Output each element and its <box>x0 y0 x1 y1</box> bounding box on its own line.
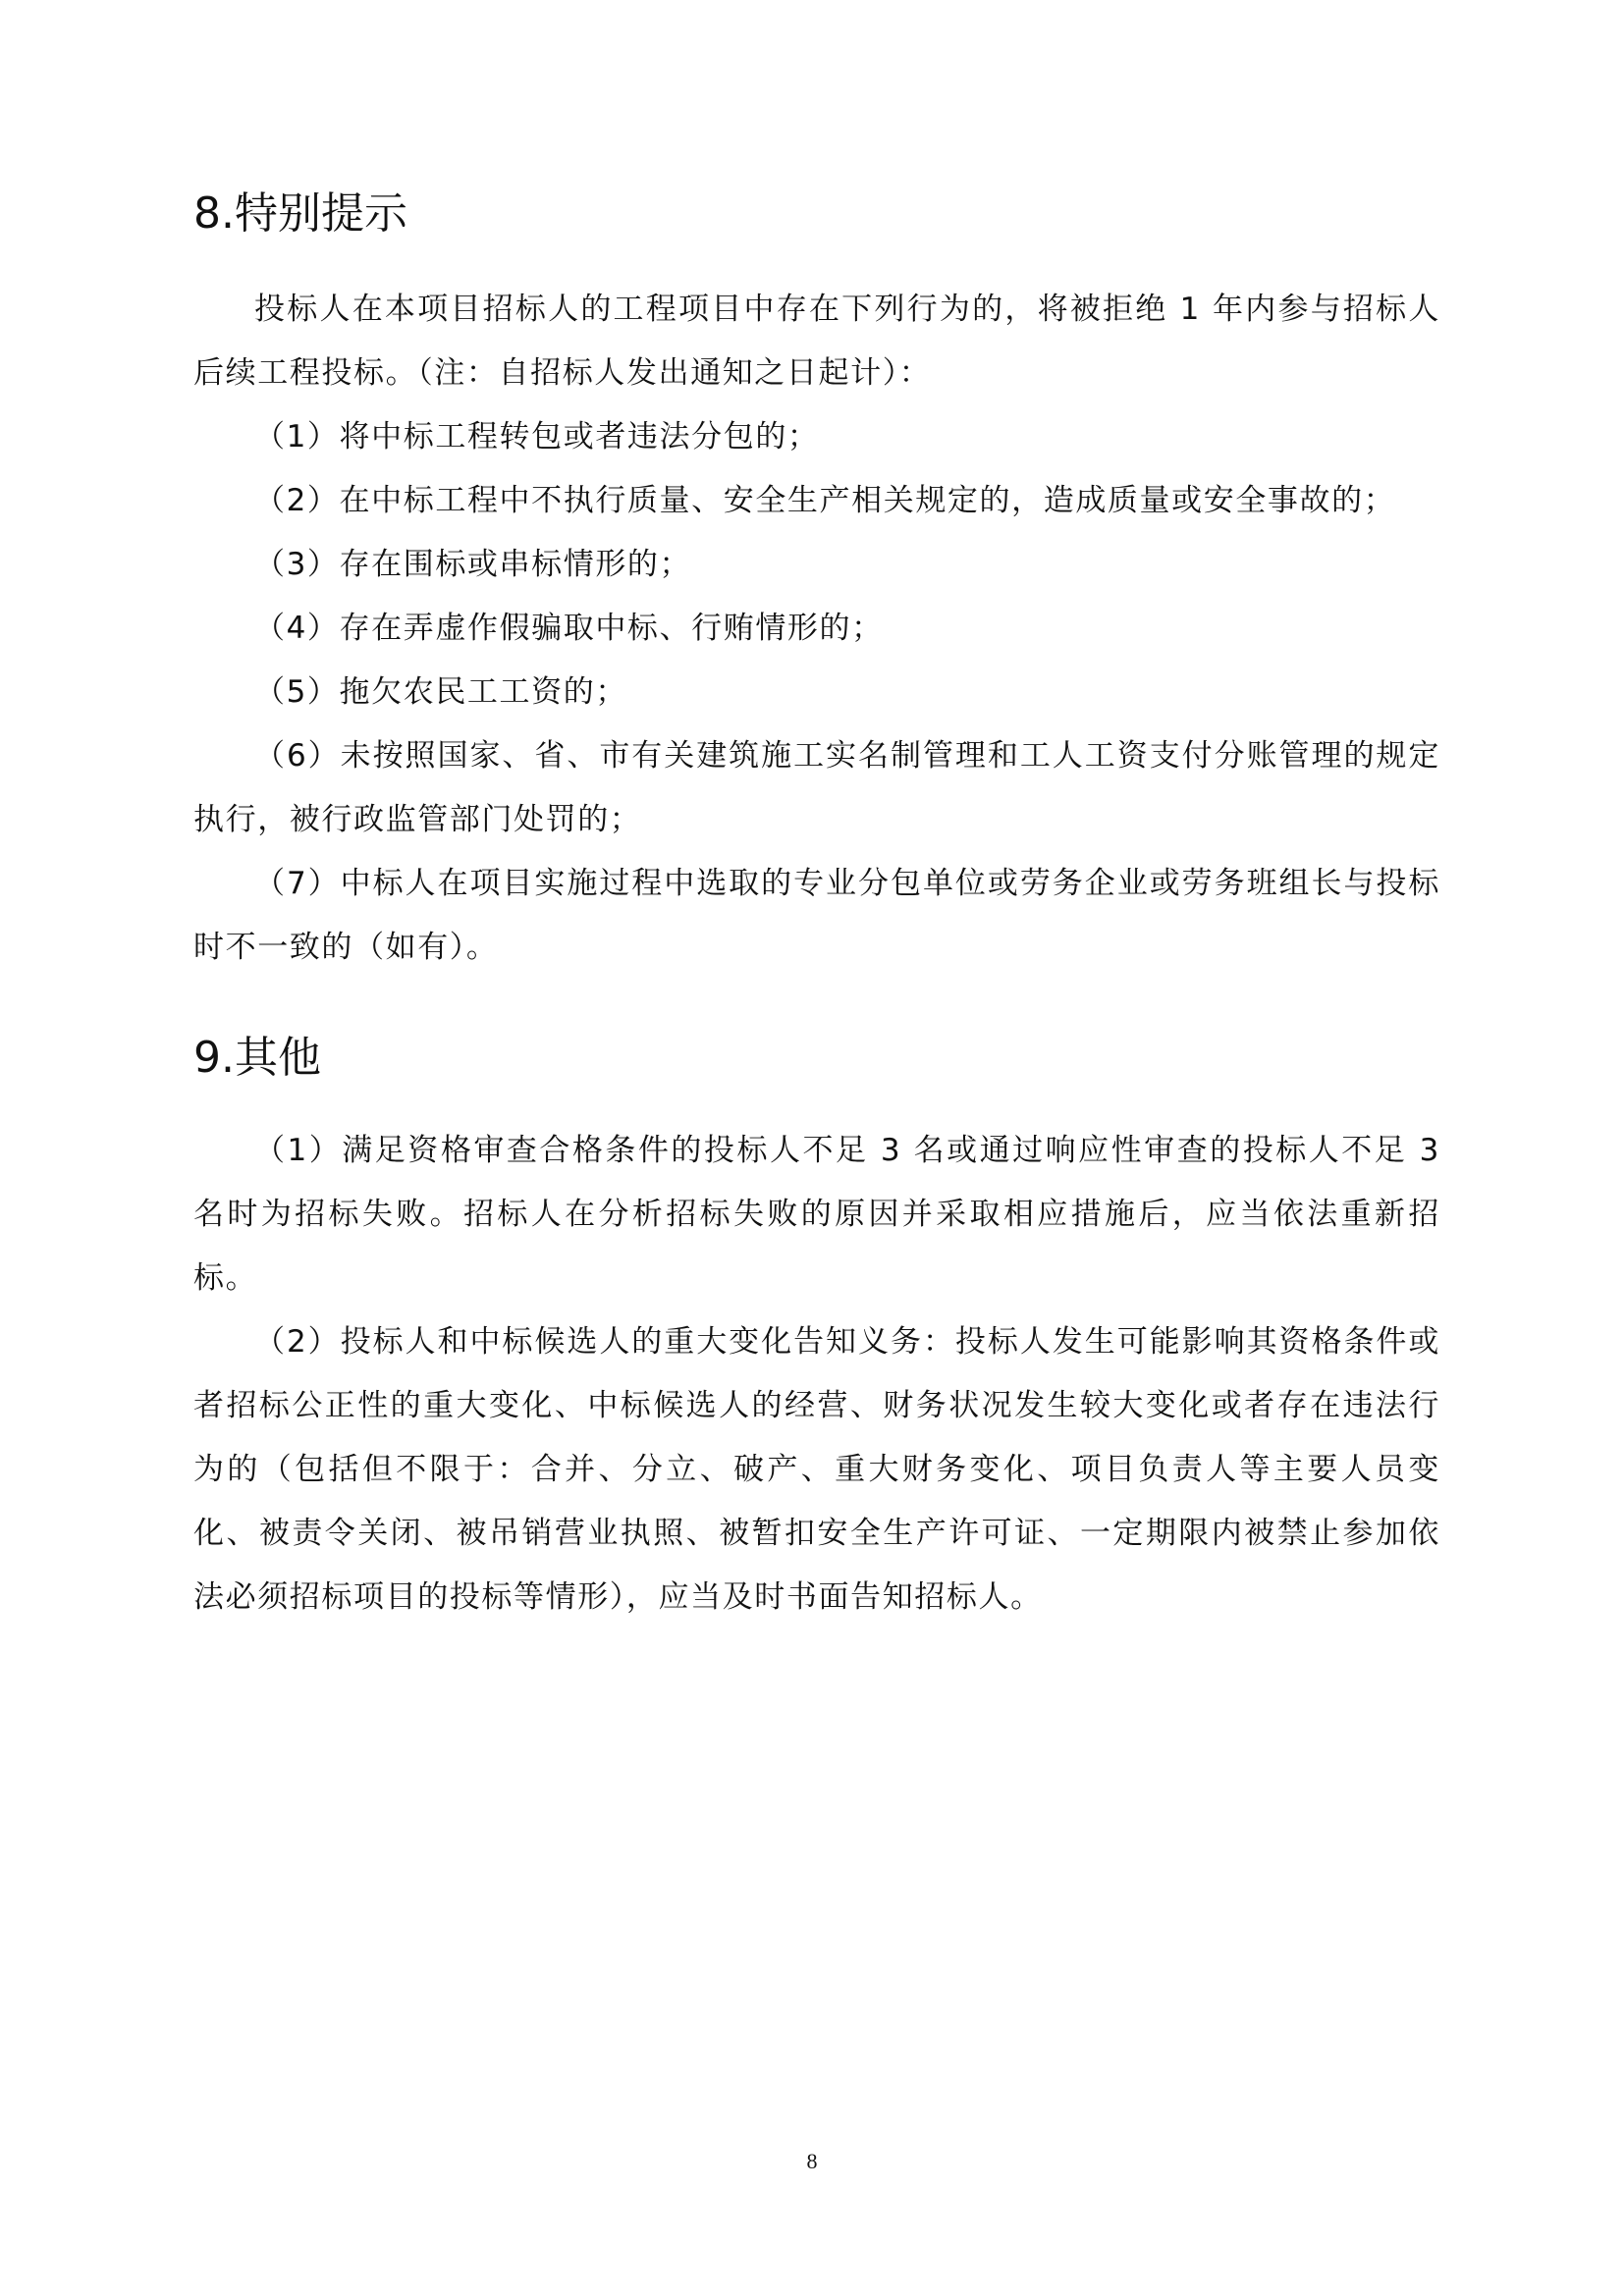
section-heading-other: 9.其他 <box>193 1033 321 1083</box>
list-item: （3）存在围标或串标情形的； <box>254 547 692 582</box>
list-item: （5）拖欠农民工工资的； <box>254 674 627 710</box>
special-notice-section <box>193 278 1440 980</box>
list-item: （1）将中标工程转包或者违法分包的； <box>254 419 820 454</box>
paragraph: 投标人在本项目招标人的工程项目中存在下列行为的，将被拒绝 1 年内参与招标人后续工程投标。（注：自招标人发出通知之日起计）： <box>193 292 1440 391</box>
section-heading-special-notice: 8.特别提示 <box>193 188 407 239</box>
page-number: 8 <box>806 2149 818 2173</box>
list-item: （7）中标人在项目实施过程中选取的专业分包单位或劳务企业或劳务班组长与投标时不一致的（如有）。 <box>193 866 1440 965</box>
list-item: （2）投标人和中标候选人的重大变化告知义务：投标人发生可能影响其资格条件或者招标公正性的重大变化、中标候选人的经营、财务状况发生较大变化或者存在违法行为的（包括但不限于：合并、分立、破产、重大财务变化、项目负责人等主要人员变化、被责令关闭、被吊销营业执照、被暂扣安全生产许可证、一定期限内被禁止参加依法必须招标项目的投标等情形），应当及时书面告知招标人。 <box>193 1324 1440 1615</box>
other-section <box>193 1119 1440 1629</box>
list-item: （4）存在弄虚作假骗取中标、行贿情形的； <box>254 611 884 646</box>
list-item: （6）未按照国家、省、市有关建筑施工实名制管理和工人工资支付分账管理的规定执行，被行政监管部门处罚的； <box>193 738 1440 837</box>
list-item: （2）在中标工程中不执行质量、安全生产相关规定的，造成质量或安全事故的； <box>254 483 1396 518</box>
list-item: （1）满足资格审查合格条件的投标人不足 3 名或通过响应性审查的投标人不足 3 名时为招标失败。招标人在分析招标失败的原因并采取相应措施后，应当依法重新招标。 <box>193 1133 1440 1296</box>
